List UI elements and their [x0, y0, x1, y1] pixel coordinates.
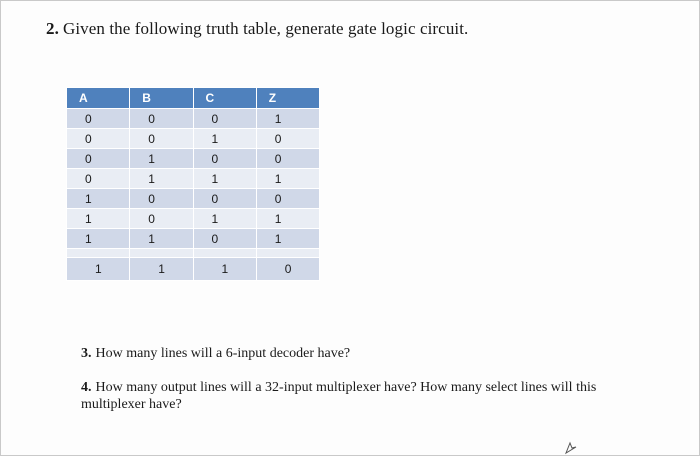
cell-b: 1 [130, 229, 193, 249]
cell-z: 1 [256, 109, 319, 129]
cell-z: 1 [256, 169, 319, 189]
cell-b: 1 [130, 169, 193, 189]
question-3-number: 3. [81, 346, 92, 361]
table-row [67, 229, 320, 249]
table-row-extra [67, 258, 320, 281]
cell-b: 0 [130, 129, 193, 149]
cell-a: 1 [67, 189, 130, 209]
cell-c: 1 [193, 169, 256, 189]
cell-c: 0 [193, 229, 256, 249]
header-a: A [67, 88, 130, 109]
question-2-text: Given the following truth table, generate gate logic circuit. [62, 19, 469, 38]
question-3 [81, 346, 350, 362]
cell-b: 0 [130, 209, 193, 229]
cursor-icon [564, 441, 578, 455]
spacer-cell [67, 249, 130, 258]
cell-b: 0 [130, 189, 193, 209]
truth-table [66, 87, 320, 281]
cell-b: 1 [130, 258, 193, 281]
question-2 [46, 19, 468, 39]
cell-a: 1 [67, 258, 130, 281]
cell-c: 1 [193, 129, 256, 149]
cell-z: 1 [256, 229, 319, 249]
question-3-text: How many lines will a 6-input decoder have? [95, 346, 351, 361]
cell-a: 0 [67, 129, 130, 149]
cell-b: 1 [130, 149, 193, 169]
spacer-cell [193, 249, 256, 258]
cell-a: 1 [67, 229, 130, 249]
question-4-text: How many output lines will a 32-input multiplexer have? How many select lines will this multiplexer have? [81, 380, 597, 412]
header-z: Z [256, 88, 319, 109]
cell-c: 0 [193, 109, 256, 129]
table-row [67, 109, 320, 129]
header-b: B [130, 88, 193, 109]
cell-c: 0 [193, 149, 256, 169]
cell-a: 0 [67, 109, 130, 129]
cell-z: 1 [256, 209, 319, 229]
cell-a: 1 [67, 209, 130, 229]
cell-z: 0 [256, 258, 319, 281]
cell-a: 0 [67, 169, 130, 189]
cell-c: 1 [193, 258, 256, 281]
cell-a: 0 [67, 149, 130, 169]
cell-z: 0 [256, 189, 319, 209]
header-c: C [193, 88, 256, 109]
table-row [67, 149, 320, 169]
truth-table-header-row [67, 88, 320, 109]
spacer-cell [256, 249, 319, 258]
table-row [67, 189, 320, 209]
spacer-cell [130, 249, 193, 258]
cell-z: 0 [256, 149, 319, 169]
table-spacer-row [67, 249, 320, 258]
cell-c: 0 [193, 189, 256, 209]
cell-z: 0 [256, 129, 319, 149]
question-2-number: 2. [46, 19, 59, 38]
table-row [67, 209, 320, 229]
table-row [67, 169, 320, 189]
cell-c: 1 [193, 209, 256, 229]
table-row [67, 129, 320, 149]
question-4-number: 4. [81, 380, 92, 395]
question-4 [81, 379, 661, 413]
cell-b: 0 [130, 109, 193, 129]
